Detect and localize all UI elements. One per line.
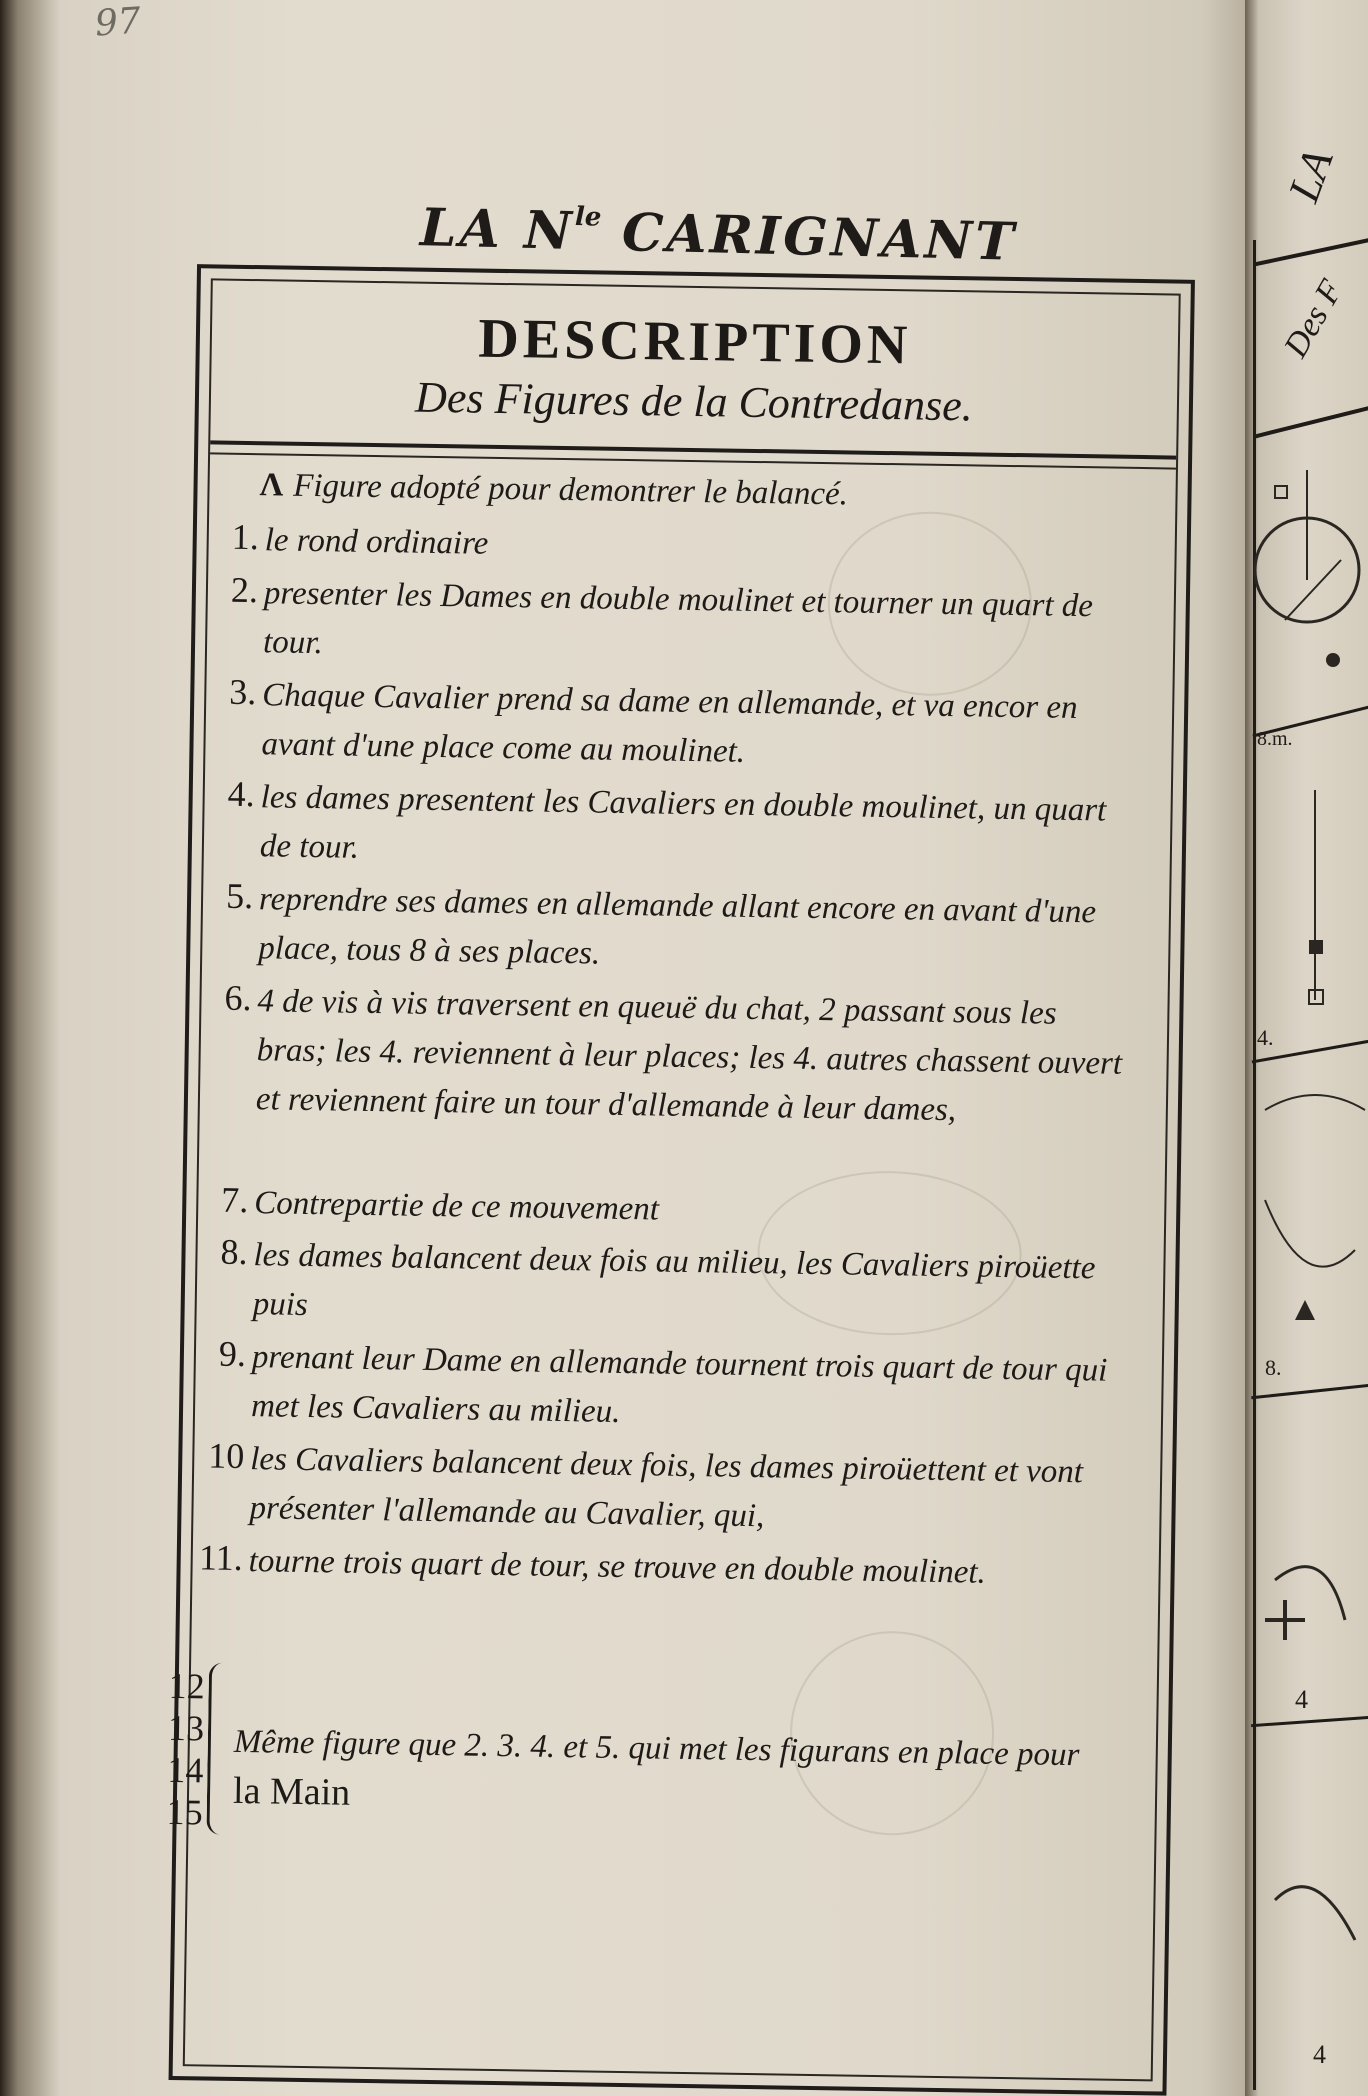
- list-item-number: 1.: [231, 516, 260, 558]
- running-title-rest: CARIGNANT: [600, 201, 1018, 273]
- running-title-sup: le: [574, 201, 602, 233]
- list-item-text: Chaque Cavalier prend sa dame en allemande, et va encor en avant d'une place come au moulinet.: [261, 677, 1078, 770]
- list-item-text: les Cavaliers balancent deux fois, les dames piroüettent et vont présenter l'allemande au Cavalier, qui,: [249, 1441, 1084, 1535]
- list-item: [199, 1178, 1129, 1228]
- list-item-text: le rond ordinaire: [264, 522, 489, 562]
- list-item-text: les dames presentent les Cavaliers en double moulinet, un quart de tour.: [259, 779, 1107, 866]
- list-item-number: 4.: [227, 773, 256, 815]
- facing-label: 4: [1313, 2040, 1326, 2069]
- list-item-text: presenter les Dames en double moulinet et tourner un quart de tour.: [262, 575, 1094, 662]
- facing-label: 4: [1295, 1685, 1308, 1714]
- facing-title-fragment: LA: [1278, 142, 1343, 209]
- bracket-number: 12: [168, 1665, 206, 1707]
- list-item-text: 4 de vis à vis traversent en queuë du chat, 2 passant sous les bras; les 4. reviennent à leur places; les 4. autres chassent ouvert et reviennent faire un tour d'allemande à leur dames,: [255, 983, 1123, 1129]
- facing-label: 4.: [1257, 1025, 1274, 1050]
- list-item-number: 8.: [220, 1231, 248, 1273]
- description-frame-inner: [166, 278, 1181, 2081]
- facing-page: [1245, 0, 1368, 2096]
- facing-label: 8.: [1265, 1355, 1282, 1380]
- bracket-number: 14: [167, 1749, 204, 1791]
- list-item-text: prenant leur Dame en allemande tournent trois quart de tour qui met les Cavaliers au milieu.: [250, 1339, 1108, 1430]
- list-item-number: 2.: [230, 569, 259, 611]
- list-item-text: Contrepartie de ce mouvement: [254, 1185, 660, 1228]
- list-item-text: tourne trois quart de tour, se trouve en double moulinet.: [248, 1543, 987, 1591]
- bracket-number: 15: [166, 1791, 204, 1833]
- intro-line: [259, 467, 848, 513]
- list-item-number: 3.: [229, 671, 257, 713]
- list-item-number: 5.: [225, 875, 254, 917]
- list-item: [209, 515, 1139, 562]
- intro-mark: Λ: [259, 467, 284, 504]
- description-frame: [166, 264, 1195, 2095]
- page-heading: DESCRIPTION: [477, 307, 912, 377]
- running-title-main: LA N: [419, 197, 576, 262]
- folio-number: 97: [93, 0, 143, 45]
- bracket-description: [233, 1718, 1114, 1832]
- list-item-number: 7.: [221, 1179, 249, 1221]
- curly-brace: [206, 1663, 228, 1835]
- figure-list: [166, 460, 1176, 2079]
- facing-label: 8.m.: [1257, 728, 1293, 750]
- list-item-number: 11.: [198, 1537, 244, 1579]
- bracket-numbers: [152, 1665, 205, 1834]
- list-item-text: les dames balancent deux fois au milieu, les Cavaliers piroüette puis: [252, 1237, 1096, 1324]
- list-item-number: 6.: [224, 977, 252, 1019]
- page-subheading: Des Figures de la Contredanse.: [414, 372, 974, 431]
- header-box: [210, 280, 1178, 459]
- bracket-text: Même figure que 2. 3. 4. et 5. qui met les figurans en place pour: [233, 1723, 1080, 1774]
- list-item-number: 9.: [218, 1333, 247, 1375]
- list-item-number: 10: [208, 1435, 245, 1477]
- bracket-tail: la Main: [232, 1769, 351, 1814]
- intro-text: Figure adopté pour demontrer le balancé.: [292, 467, 849, 513]
- bracket-number: 13: [167, 1707, 205, 1749]
- running-title: [419, 197, 1060, 274]
- facing-subtitle-fragment: Des F: [1277, 273, 1351, 364]
- list-item-text: reprendre ses dames en allemande allant encore en avant d'une place, tous 8 à ses places.: [258, 881, 1097, 972]
